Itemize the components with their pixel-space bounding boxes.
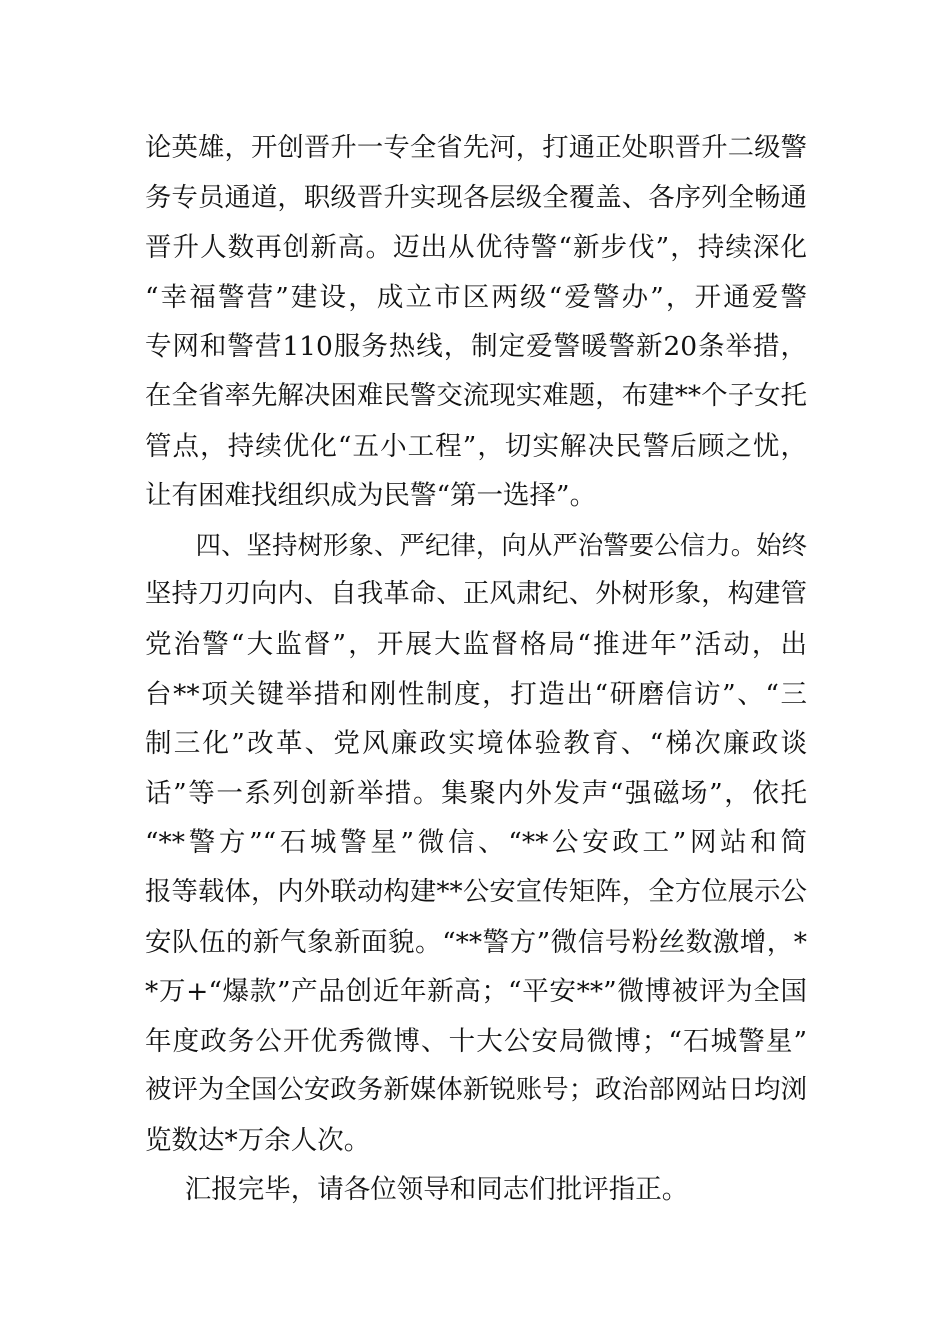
document-body <box>145 124 807 1215</box>
paragraph-line: 务专员通道，职级晋升实现各层级全覆盖、各序列全畅通 <box>145 182 807 213</box>
paragraph-line: 论英雄，开创晋升一专全省先河，打通正处职晋升二级警 <box>145 133 807 163</box>
paragraph-1 <box>145 124 807 521</box>
paragraph-line: 安队伍的新气象新面貌。“**警方”微信号粉丝数激增，* <box>145 926 807 958</box>
paragraph-line: 览数达*万余人次。 <box>145 1124 371 1156</box>
paragraph-line: 晋升人数再创新高。迈出从优待警“新步伐”，持续深化 <box>145 232 807 264</box>
paragraph-line: 专网和警营110服务热线，制定爱警暖警新20条举措， <box>145 331 807 363</box>
paragraph-line: *万+“爆款”产品创近年新高；“平安**”微博被评为全国 <box>145 976 807 1008</box>
paragraph-line: 让有困难找组织成为民警“第一选择”。 <box>145 480 597 512</box>
paragraph-line: 党治警“大监督”，开展大监督格局“推进年”活动，出 <box>145 628 807 660</box>
paragraph-3 <box>145 1165 807 1215</box>
paragraph-line: 管点，持续优化“五小工程”，切实解决民警后顾之忧， <box>145 430 807 462</box>
paragraph-2 <box>145 521 807 1166</box>
paragraph-line: 在全省率先解决困难民警交流现实难题，布建**个子女托 <box>145 380 807 411</box>
paragraph-line: 话”等一系列创新举措。集聚内外发声“强磁场”，依托 <box>145 777 807 809</box>
paragraph-line: 坚持刀刃向内、自我革命、正风肃纪、外树形象，构建管 <box>145 579 807 610</box>
paragraph-line: 被评为全国公安政务新媒体新锐账号；政治部网站日均浏 <box>145 1075 807 1106</box>
paragraph-line: 四、坚持树形象、严纪律，向从严治警要公信力。始终 <box>195 529 807 560</box>
paragraph-line: 制三化”改革、党风廉政实境体验教育、“梯次廉政谈 <box>145 728 807 760</box>
paragraph-line: “**警方”“石城警星”微信、“**公安政工”网站和简 <box>145 827 807 859</box>
paragraph-line: 年度政务公开优秀微博、十大公安局微博；“石城警星” <box>145 1025 807 1057</box>
paragraph-line: 汇报完毕，请各位领导和同志们批评指正。 <box>184 1174 689 1206</box>
paragraph-line: 报等载体，内外联动构建**公安宣传矩阵，全方位展示公 <box>145 876 807 907</box>
paragraph-line: 台**项关键举措和刚性制度，打造出“研磨信访”、“三 <box>145 678 807 710</box>
paragraph-line: “幸福警营”建设，成立市区两级“爱警办”，开通爱警 <box>145 281 807 313</box>
